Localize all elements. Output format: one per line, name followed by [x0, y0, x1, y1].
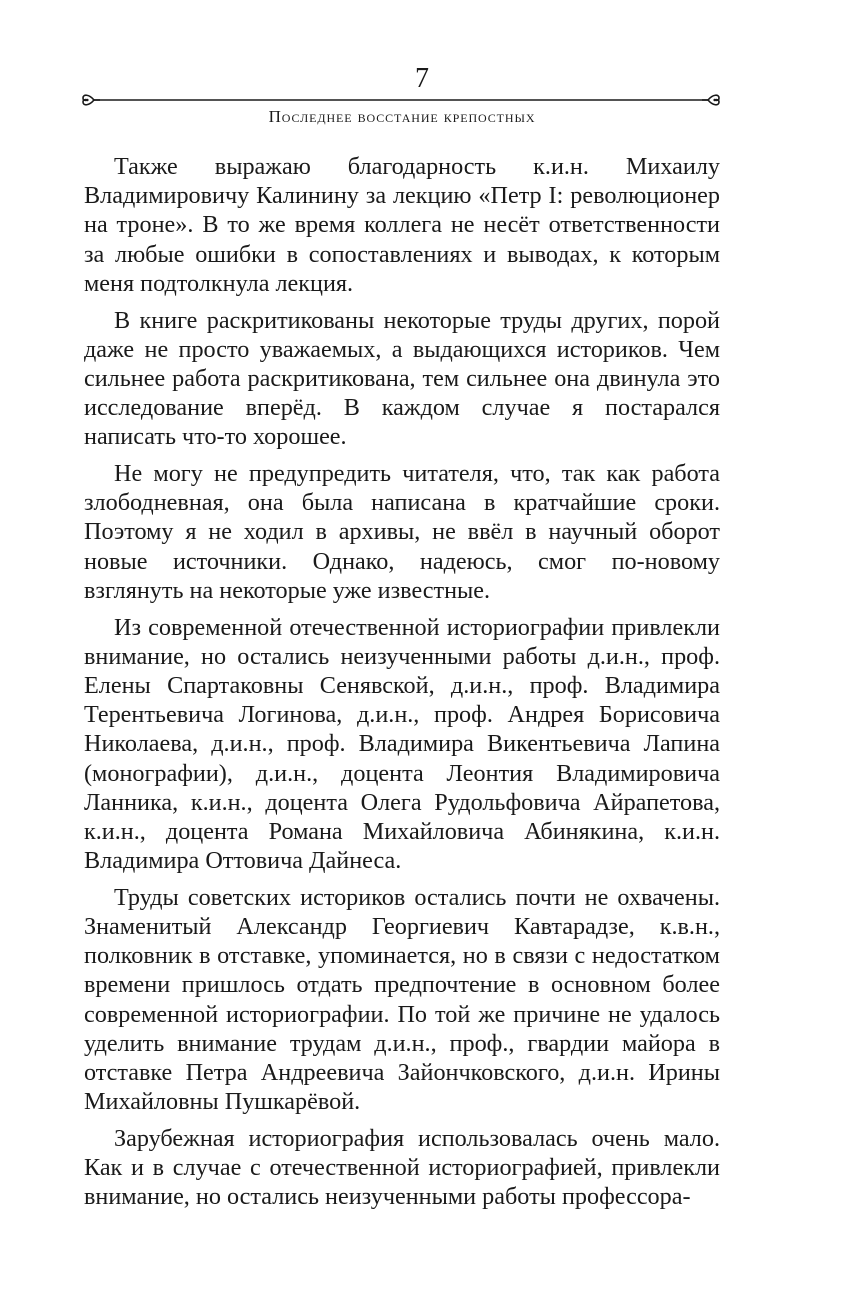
right-flourish-icon: [702, 95, 719, 105]
left-flourish-icon: [83, 95, 100, 105]
paragraph: Труды советских историков остались почти не охвачены. Знаменитый Александр Георгиевич Кавтарадзе, к.в.н., полковник в отставке, упоминается, но в связи с недостатком времени пришлось отдать предпочтение в основном более современной историографии. По той же причине не удалось уделить внимание трудам д.и.н., проф., гвардии майора в отставке Петра Андреевича Зайончковского, д.и.н. Ирины Михайловны Пушкарёвой.: [84, 883, 720, 1116]
paragraph: В книге раскритикованы некоторые труды других, порой даже не просто уважаемых, а выдающихся историков. Чем сильнее работа раскритикована, тем сильнее она двинула это исследование вперёд. В каждом случае я постарался написать что-то хорошее.: [84, 306, 720, 451]
paragraph: Не могу не предупредить читателя, что, так как работа злободневная, она была написана в кратчайшие сроки. Поэтому я не ходил в архивы, не ввёл в научный оборот новые источники. Однако, надеюсь, смог по-новому взглянуть на некоторые уже известные.: [84, 460, 720, 604]
body-text: [84, 152, 720, 1219]
page-number: 7: [415, 63, 429, 94]
paragraph: Также выражаю благодарность к.и.н. Михаилу Владимировичу Калинину за лекцию «Петр I: революционер на троне». В то же время коллега не несёт ответственности за любые ошибки в сопоставлениях и выводах, к которым меня подтолкнула лекция.: [84, 153, 720, 297]
paragraph: Зарубежная историография использовалась очень мало. Как и в случае с отечественной историографией, привлекли внимание, но остались неизученными работы профессора-: [84, 1125, 720, 1211]
paragraph: Из современной отечественной историографии привлекли внимание, но остались неизученными работы д.и.н., проф. Елены Спартаковны Сенявской, д.и.н., проф. Владимира Терентьевича Логинова, д.и.н., проф. Андрея Борисовича Николаева, д.и.н., проф. Владимира Викентьевича Лапина (монографии), д.и.н., доцента Леонтия Владимировича Ланника, к.и.н., доцента Олега Рудольфовича Айрапетова, к.и.н., доцента Романа Михайловича Абинякина, к.и.н. Владимира Оттовича Дайнеса.: [84, 613, 720, 875]
running-title: Последнее восстание крепостных: [268, 107, 536, 126]
